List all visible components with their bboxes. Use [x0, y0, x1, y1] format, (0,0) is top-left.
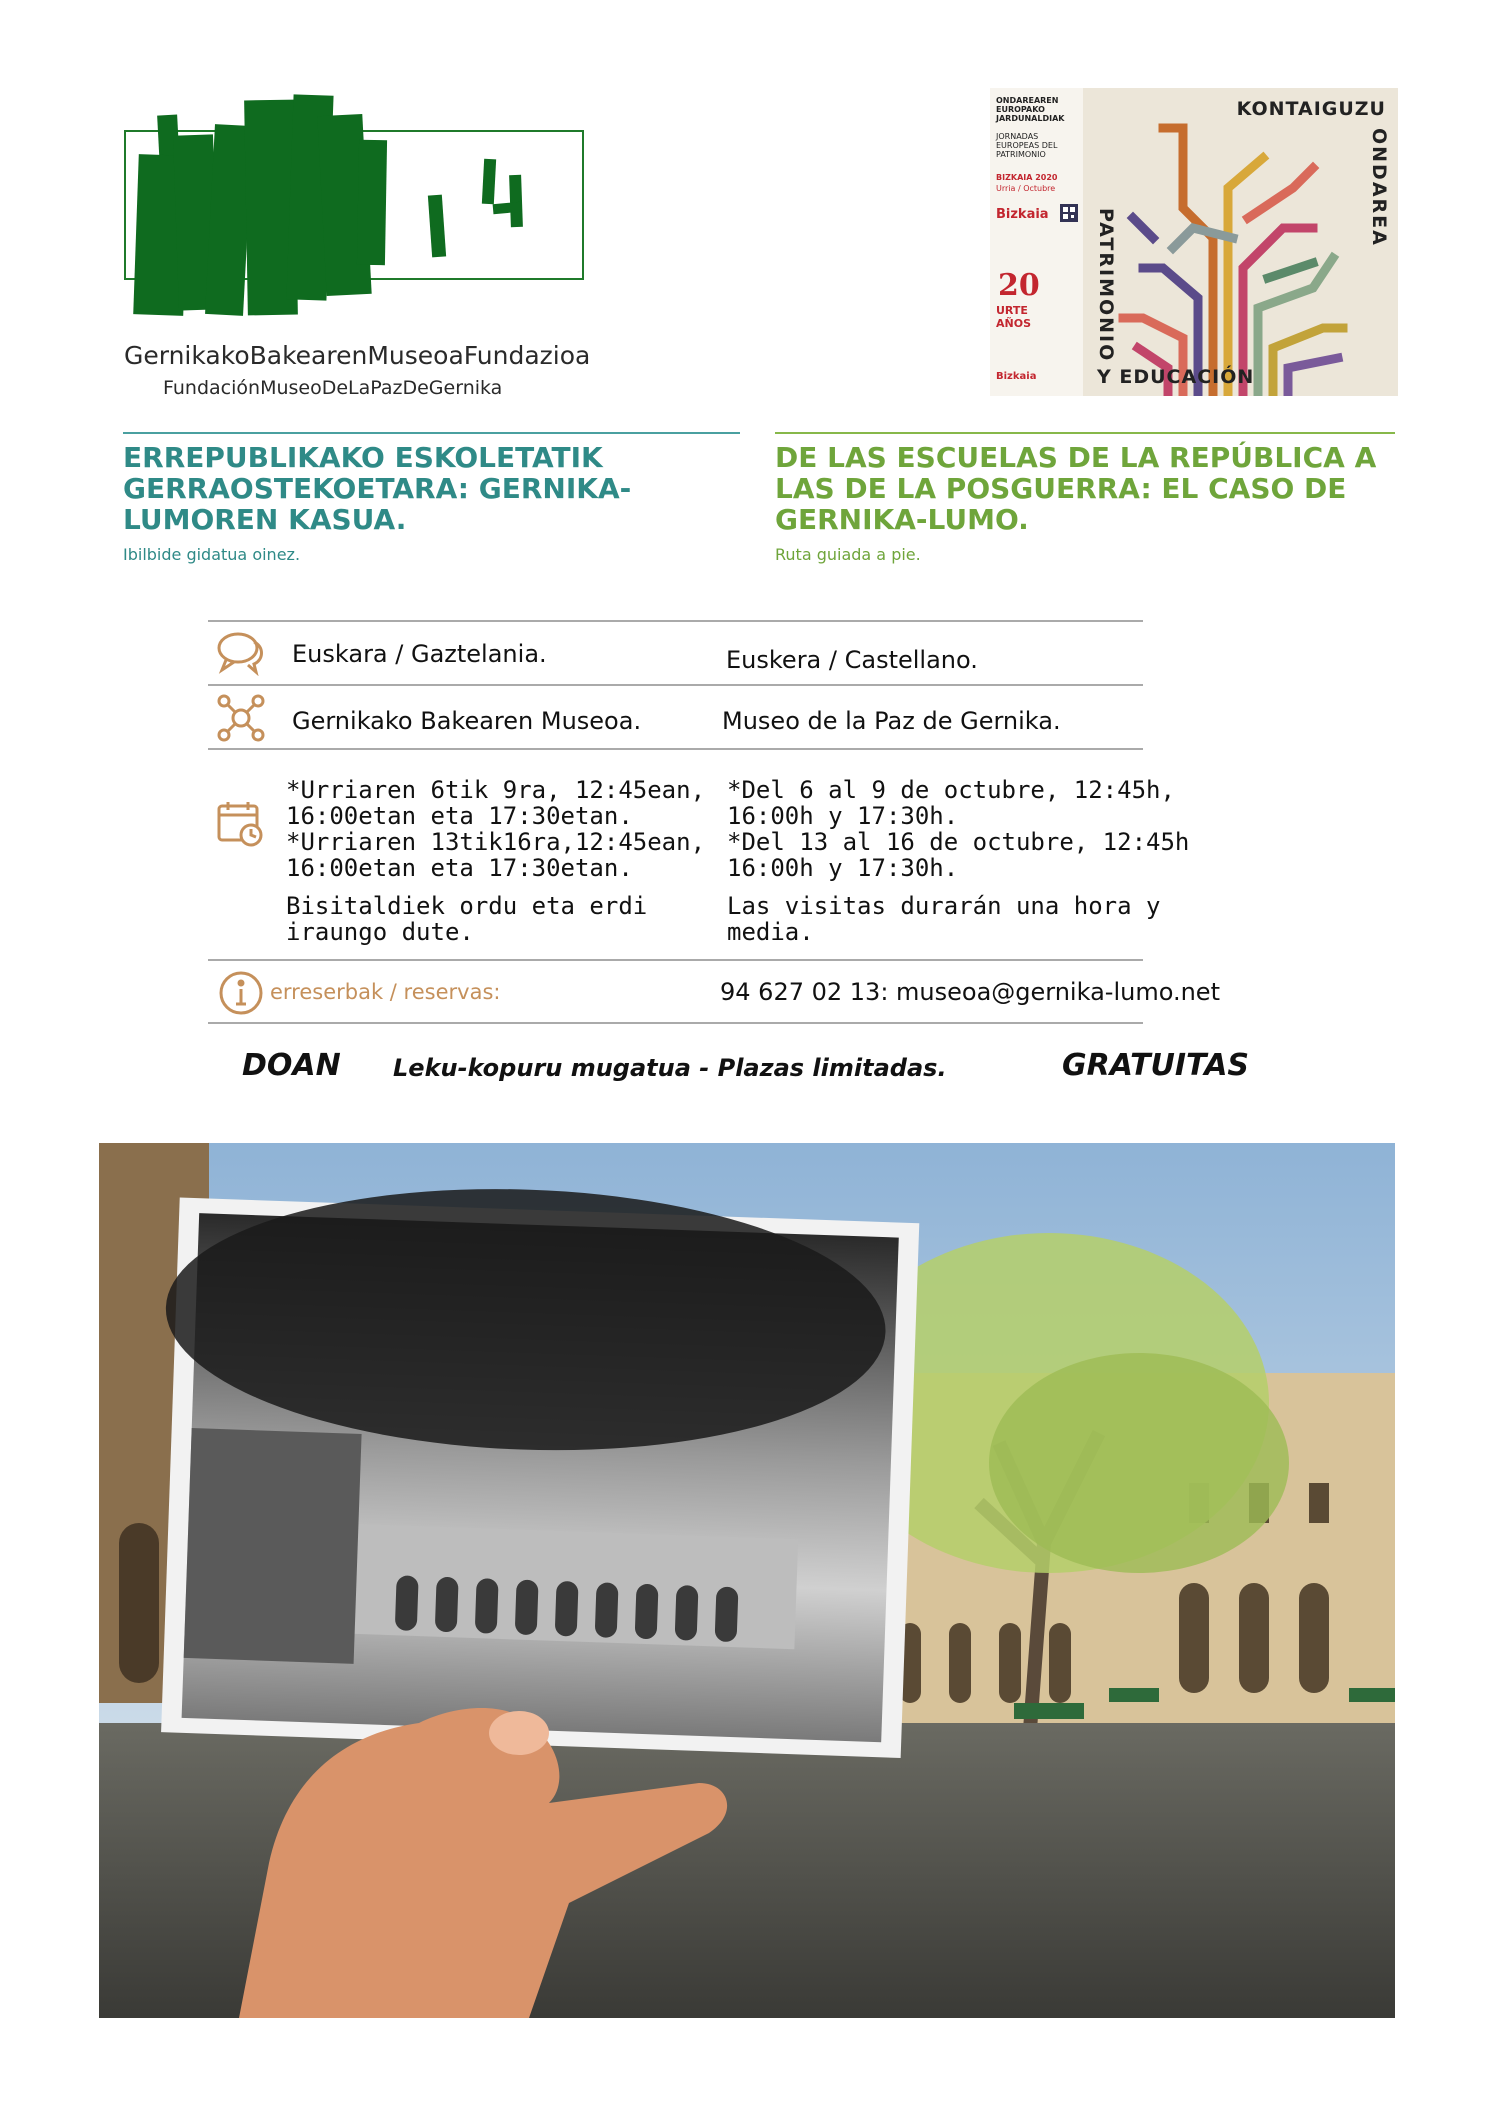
place-basque: Gernikako Bakearen Museoa.	[292, 707, 642, 735]
table-divider	[208, 959, 1143, 961]
schedule-spanish-line: *Del 13 al 16 de octubre, 12:45h	[727, 828, 1190, 856]
badge-educacion: Y EDUCACIÓN	[1097, 366, 1255, 388]
table-divider	[208, 1022, 1143, 1024]
duration-basque-line: iraungo dute.	[286, 918, 474, 946]
calendar-clock-icon	[216, 800, 266, 848]
badge-kontaiguzu: KONTAIGUZU	[1236, 98, 1386, 120]
badge-tiny-line: JORNADAS	[996, 132, 1039, 141]
badge-tiny-line: ONDAREAREN	[996, 96, 1059, 105]
badge-tiny-line: JARDUNALDIAK	[996, 114, 1065, 123]
subtitle-basque: Ibilbide gidatua oinez.	[123, 545, 301, 564]
schedule-spanish-line: 16:00h y 17:30h.	[727, 802, 959, 830]
place-spanish: Museo de la Paz de Gernika.	[722, 707, 1061, 735]
logo-name-es: FundaciónMuseoDeLaPazDeGernika	[163, 377, 503, 399]
badge-tiny-line: Urria / Octubre	[996, 184, 1056, 193]
schedule-basque-line: *Urriaren 13tik16ra,12:45ean,	[286, 828, 706, 856]
free-basque: DOAN	[242, 1048, 341, 1083]
badge-tiny-line: PATRIMONIO	[996, 150, 1046, 159]
language-basque: Euskara / Gaztelania.	[292, 640, 547, 668]
badge-years-es: AÑOS	[996, 317, 1031, 330]
duration-basque-line: Bisitaldiek ordu eta erdi	[286, 892, 648, 920]
badge-patrimonio: PATRIMONIO	[1095, 208, 1117, 363]
museum-logo	[118, 85, 591, 405]
reservations-label: erreserbak / reservas:	[270, 980, 501, 1004]
title-rule-es	[775, 432, 1395, 434]
schedule-basque-line: *Urriaren 6tik 9ra, 12:45ean,	[286, 776, 706, 804]
table-divider	[208, 620, 1143, 622]
badge-tiny-line: BIZKAIA 2020	[996, 173, 1058, 182]
language-spanish: Euskera / Castellano.	[726, 646, 978, 674]
reservations-contact: 94 627 02 13: museoa@gernika-lumo.net	[720, 978, 1220, 1006]
badge-left-panel	[990, 88, 1083, 396]
photo-then-and-now	[99, 1143, 1395, 2018]
plaza-photo-illustration	[99, 1143, 1395, 2018]
colored-tree-illustration	[1083, 88, 1398, 396]
badge-tiny-line: Bizkaia	[996, 207, 1049, 222]
badge-tiny-line: EUROPAKO	[996, 105, 1045, 114]
table-divider	[208, 748, 1143, 750]
limited-places: Leku-kopuru mugatua - Plazas limitadas.	[393, 1054, 947, 1082]
schedule-basque-line: 16:00etan eta 17:30etan.	[286, 802, 633, 830]
duration-spanish-line: media.	[727, 918, 814, 946]
subtitle-spanish: Ruta guiada a pie.	[775, 545, 921, 564]
badge-footer: Bizkaia	[996, 371, 1037, 382]
duration-spanish-line: Las visitas durarán una hora y	[727, 892, 1161, 920]
schedule-basque-line: 16:00etan eta 17:30etan.	[286, 854, 633, 882]
schedule-spanish-line: *Del 6 al 9 de octubre, 12:45h,	[727, 776, 1175, 804]
heritage-days-badge	[990, 88, 1398, 396]
badge-years-number: 20	[998, 268, 1040, 303]
badge-tiny-line: EUROPEAS DEL	[996, 141, 1058, 150]
title-basque: ERREPUBLIKAKO ESKOLETATIK GERRAOSTEKOETARA: GERNIKA-LUMOREN KASUA.	[123, 441, 632, 536]
free-spanish: GRATUITAS	[1062, 1048, 1250, 1083]
qr-code-icon	[1060, 204, 1078, 222]
badge-tree-panel	[1083, 88, 1398, 396]
badge-ondarea: ONDAREA	[1368, 128, 1390, 247]
logo-name-eu: GernikakoBakearenMuseoaFundazioa	[124, 341, 591, 370]
speech-bubbles-icon	[216, 630, 266, 676]
location-network-icon	[216, 693, 266, 743]
badge-years-eu: URTE	[996, 304, 1028, 317]
schedule-spanish-line: 16:00h y 17:30h.	[727, 854, 959, 882]
title-spanish: DE LAS ESCUELAS DE LA REPÚBLICA A LAS DE LA POSGUERRA: EL CASO DE GERNIKA-LUMO.	[775, 441, 1377, 536]
table-divider	[208, 684, 1143, 686]
title-rule-eu	[123, 432, 740, 434]
info-circle-icon	[218, 970, 264, 1016]
